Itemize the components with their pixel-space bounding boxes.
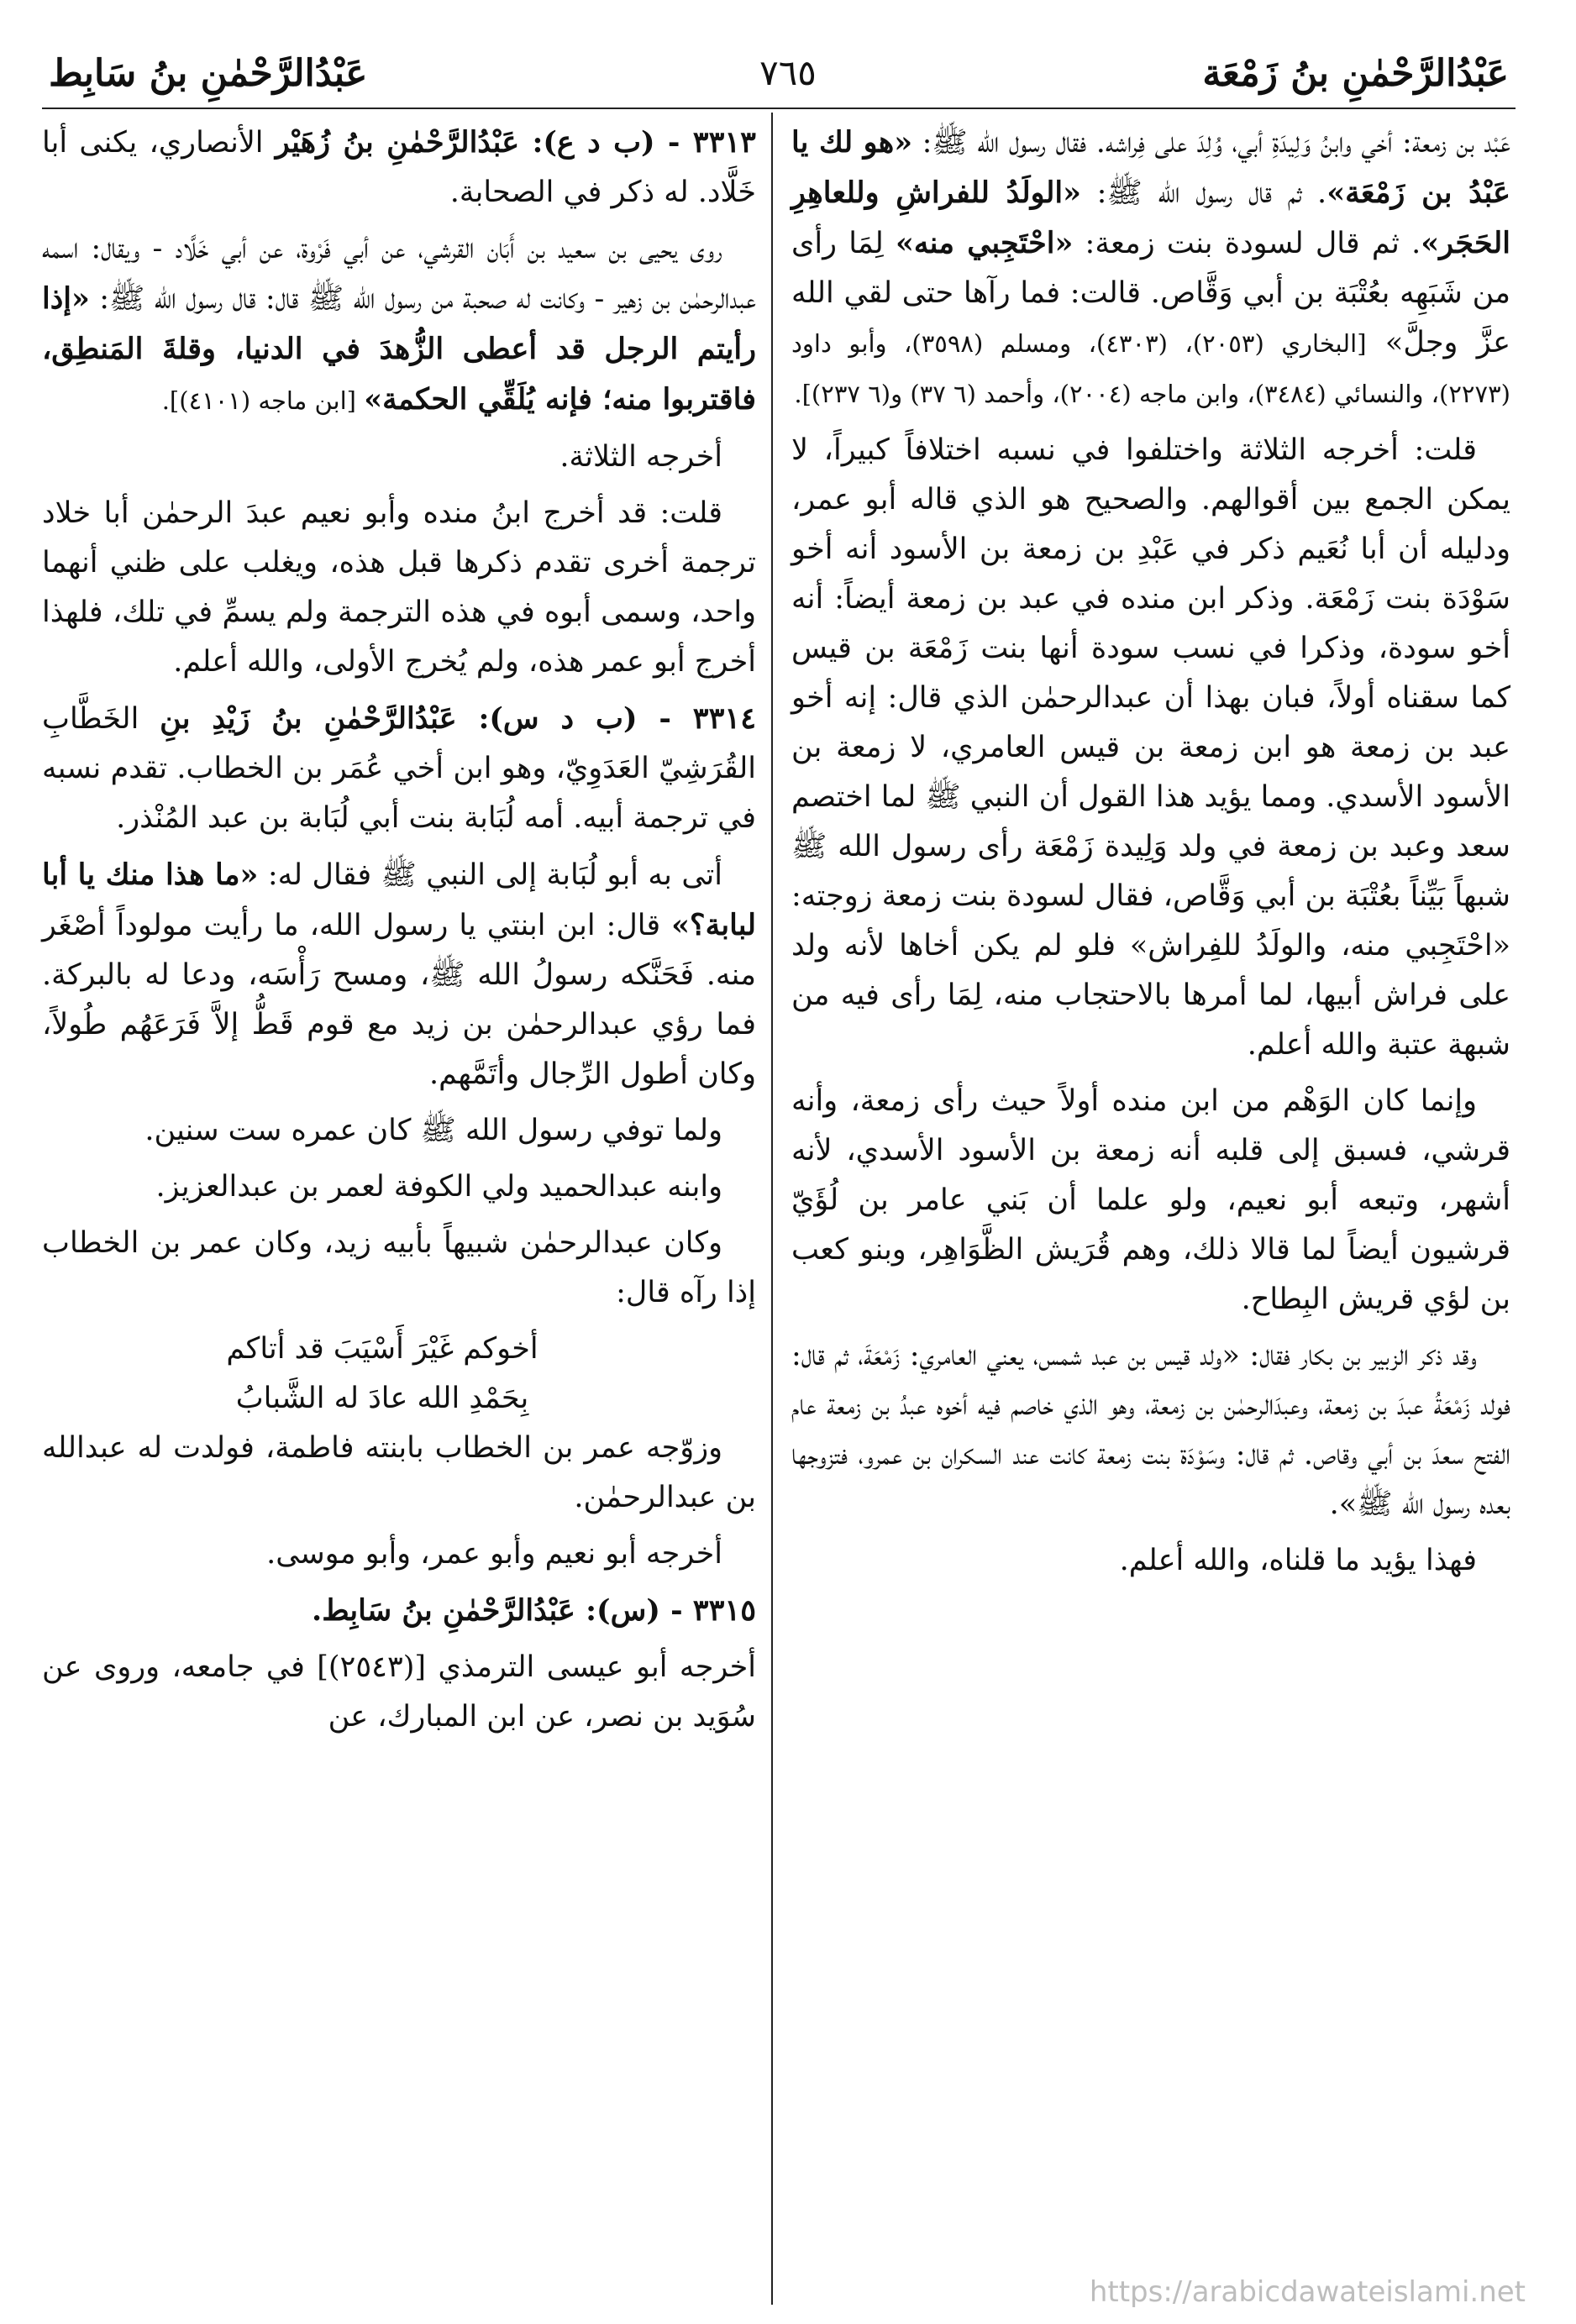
text: قلت: قد أخرج ابنُ منده وأبو نعيم عبدَ الرحمٰن أبا خلاد ترجمة أخرى تقدم ذكرها قبل هذه، ويغلب على ظني أنهما واحد، وسمى أبوه في هذه الترجمة ولم يسمِّ في تلك، فلهذا أخرج أبو عمر هذه، ولم يُخرج الأولى، والله أعلم. — [42, 496, 756, 679]
text: قلت: أخرجه الثلاثة واختلفوا في نسبه اختلافاً كبيراً، لا يمكن الجمع بين أقوالهم. والصحيح هو الذي قاله أبو عمر، ودليله أن أبا نُعَيم ذكر في عَبْدِ بن زمعة بن الأسود أنه أخو سَوْدَة بنت زَمْعَة. وذكر ابن منده في عبد بن زمعة أيضاً: أنه أخو سودة، وذكرا في نسب سودة أنها بنت زَمْعَة بن قيس كما سقناه أولاً، فبان بهذا أن عبدالرحمٰن الذي قال: إنه أخو عبد بن زمعة هو ابن زمعة بن قيس العامري، لا زمعة بن الأسود الأسدي. ومما يؤيد هذا القول أن النبي ﷺ لما اختصم سعد وعبد بن زمعة في ولد وَلِيدة زَمْعَة رأى رسول الله ﷺ شبهاً بَيِّناً بعُتْبَة بن أبي وَقَّاص، فقال لسودة بنت زمعة زوجته: «احْتَجِبي منه، والولَدُ للفِراش» فلو لم يكن أخاها لأنه ولد على فراش أبيها، لما أمرها بالاحتجاب منه، لِمَا رأى فيه من شبهة عتبة والله أعلم. — [791, 433, 1510, 1062]
paragraph — [791, 1331, 1510, 1529]
entry-heading-paragraph — [42, 1586, 756, 1636]
running-header-right: عَبْدُالرَّحْمٰنِ بنُ زَمْعَة — [1202, 52, 1509, 95]
bold-text: «احْتَجِبي منه» — [896, 226, 1074, 260]
paragraph — [42, 433, 756, 482]
text: . ثم قال لسودة بنت زمعة: — [1073, 227, 1421, 260]
text: وإنما كان الوَهْم من ابن منده أولاً حيث رأى زمعة، وأنه قرشي، فسبق إلى قلبه أنه زمعة بن الأسود الأسدي، لأنه أشهر، وتبعه أبو نعيم، ولو علما أن بَني عامر بن لُؤَيّ قرشيون أيضاً لما قالا ذلك، وهم قُرَيش الظَّوَاهِر، وبنو كعب بن لؤي قريش البِطاح. — [791, 1084, 1510, 1316]
text: الأنصاري، يكنى أبا خَلَّاد. له ذكر في الصحابة. — [42, 126, 756, 209]
text: أخرجه أبو عيسى الترمذي [(٢٥٤٣)] في جامعه، وروى عن سُوَيد بن نصر، عن ابن المبارك، عن — [42, 1650, 756, 1734]
paragraph — [791, 1536, 1510, 1586]
bold-text: «إذا رأيتم الرجل قد أعطى الزُّهدَ في الدنيا، وقلةَ المَنطِق، فاقتربوا منه؛ فإنه يُلَقِّي الحكمة» — [42, 281, 756, 417]
text: ولما توفي رسول الله ﷺ كان عمره ست سنين. — [144, 1114, 722, 1147]
paragraph — [791, 426, 1510, 1070]
paragraph — [42, 1106, 756, 1156]
text: وكان عبدالرحمٰن شبيهاً بأبيه زيد، وكان عمر بن الخطاب إذا رآه قال: — [42, 1226, 756, 1309]
text: قال: ابن ابنتي يا رسول الله، ما رأيت مولوداً أصْغَر منه. فَحَنَّكه رسولُ الله ﷺ، ومسح رَأْسَه، ودعا له بالبركة. فما رؤي عبدالرحمٰن بن زيد مع قوم قَطُّ إلاَّ فَرَعَهُم طُولاً، وكان أطول الرِّجال وأتَمَّهم. — [42, 909, 756, 1091]
poem-verse — [42, 1325, 756, 1374]
paragraph — [42, 1643, 756, 1742]
text: وابنه عبدالحميد ولي الكوفة لعمر بن عبدالعزيز. — [155, 1170, 722, 1204]
text: بِحَمْدِ الله عادَ له الشَّبابُ — [235, 1382, 529, 1415]
bold-text: «هو لك يا عَبْدُ بن زَمْعَة» — [791, 125, 1511, 210]
text: أخرجه الثلاثة. — [559, 440, 722, 474]
poem-verse — [42, 1374, 756, 1424]
watermark: https://arabicdawateislami.net — [1089, 2275, 1526, 2309]
text: عَبْد بن زمعة: أخي وابنُ وَلِيدَةِ أبي، وُلِدَ على فِراشه. فقال رسول الله ﷺ: — [912, 126, 1510, 160]
text: الخَطَّابِ القُرَشِيّ العَدَوِيّ، وهو ابن أخي عُمَر بن الخطاب. تقدم نسبه في ترجمة أبيه. أمه لُبَابة بنت أبي لُبَابة بن عبد المُنْذر. — [42, 702, 756, 835]
bold-text: «الولَدُ للفراشِ وللعاهِرِ الحَجَر» — [791, 176, 1510, 260]
bold-text: ٣٣١٣ - (ب د ع): عَبْدُالرَّحْمٰنِ بنُ زُهَيْر — [275, 125, 756, 160]
column-divider — [771, 113, 773, 2305]
paragraph — [791, 1077, 1510, 1325]
text: وقد ذكر الزبير بن بكار فقال: «ولد قيس بن عبد شمس، يعني العامري: زَمْعَةَ، ثم قال: فولد زَمْعَةُ عبدَ بن زمعة، وعبدَالرحمٰن بن زمعة، وهو الذي خاصم فيه أخوه عبدُ بن زمعة عام الفتح سعدَ بن أبي وقاص. ثم قال: وسَوْدَة بنت زمعة كانت عند السكران بن عمرو، فتزوجها بعده رسول الله ﷺ». — [791, 1339, 1510, 1521]
bold-text: ٣٣١٤ - (ب د س): عَبْدُالرَّحْمٰنِ بنُ زَيْدِ بنِ — [160, 701, 756, 736]
page-number: ٧٦٥ — [759, 52, 817, 93]
citation: [البخاري (٢٠٥٣)، (٤٣٠٣)، ومسلم (٣٥٩٨)، وأبو داود (٢٢٧٣)، والنسائي (٣٤٨٤)، وابن ماجه (٢٠٠٤)، وأحمد (٦ ٣٧) و(٦ ٢٣٧)]. — [791, 329, 1510, 408]
text: أخوكم غَيْرَ أَسْيَبَ قد أتاكم — [226, 1332, 538, 1366]
text: أتى به أبو لُبَابة إلى النبي ﷺ فقال له: — [258, 858, 723, 892]
paragraph — [42, 1219, 756, 1318]
paragraph — [42, 489, 756, 687]
right-column — [791, 118, 1510, 1592]
text: أخرجه أبو نعيم وأبو عمر، وأبو موسى. — [266, 1537, 722, 1571]
entry-heading-paragraph — [42, 118, 756, 218]
header-rule — [42, 108, 1516, 109]
paragraph — [42, 1162, 756, 1212]
text: . ثم قال رسول الله ﷺ: — [1081, 176, 1327, 210]
paragraph — [42, 1529, 756, 1579]
text: وزوّجه عمر بن الخطاب بابنته فاطمة، فولدت له عبدالله بن عبدالرحمٰن. — [42, 1431, 756, 1514]
running-header-left: عَبْدُالرَّحْمٰنِ بنُ سَابِط — [49, 52, 368, 95]
entry-heading-paragraph — [42, 694, 756, 843]
left-column — [42, 118, 756, 1749]
paragraph — [42, 850, 756, 1099]
paragraph — [791, 118, 1510, 419]
bold-text: «ما هذا منك يا أبا لبابة؟» — [42, 858, 756, 942]
paragraph — [42, 224, 756, 426]
bold-text: ٣٣١٥ - (س): عَبْدُالرَّحْمٰنِ بنُ سَابِط. — [312, 1593, 756, 1628]
paragraph — [42, 1424, 756, 1523]
text: لِمَا رأى من شَبَهِه بعُتْبَة بن أبي وَقَّاص. قالت: فما رآها حتى لقي الله عزَّ وجلَّ» — [791, 227, 1511, 359]
text: فهذا يؤيد ما قلناه، والله أعلم. — [1119, 1544, 1477, 1577]
citation: [ابن ماجه (٤١٠١)]. — [161, 386, 365, 415]
text: روى يحيى بن سعيد بن أَبَان القرشي، عن أبي فَرْوة، عن أبي خَلَّاد - ويقال: اسمه عبدالرحمٰن بن زهير - وكانت له صحبة من رسول الله ﷺ قال: قال رسول الله ﷺ: — [42, 232, 756, 316]
